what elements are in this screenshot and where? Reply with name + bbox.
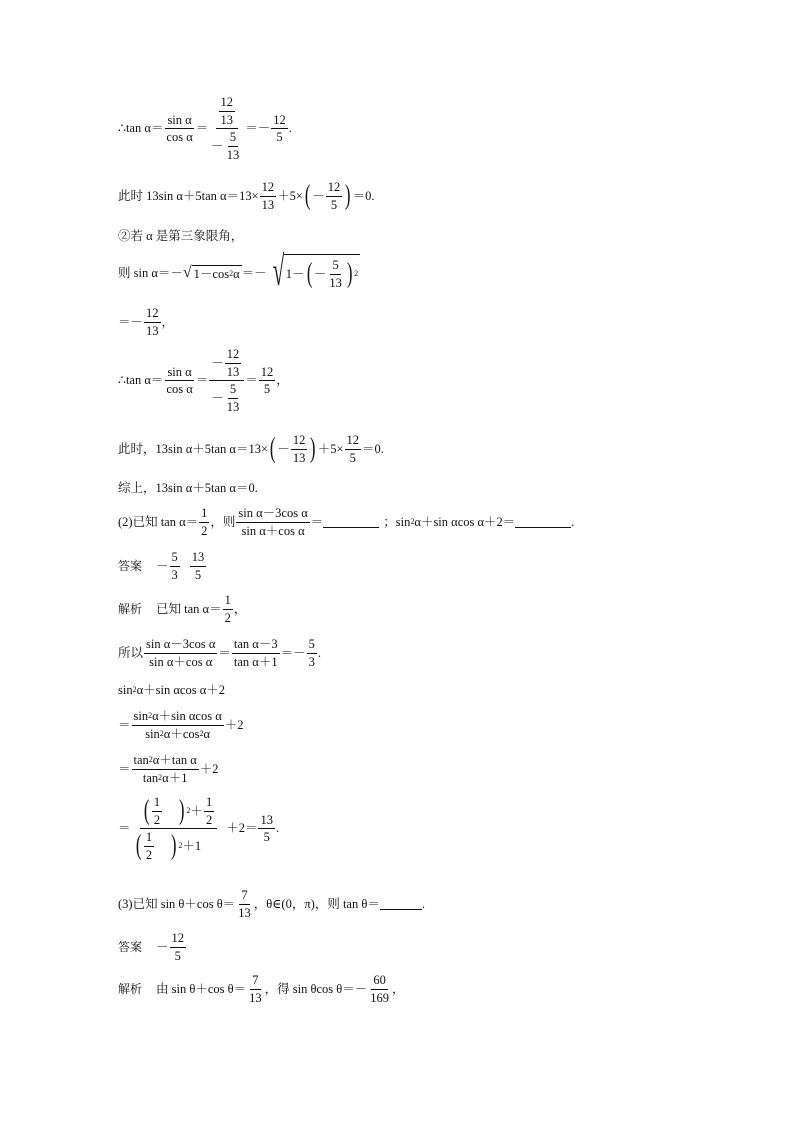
math-text: 2 bbox=[158, 772, 163, 782]
parenthesis: ) bbox=[345, 180, 351, 211]
math-text: ＝ bbox=[310, 514, 324, 529]
fraction bbox=[326, 181, 343, 211]
math-text: ＝ bbox=[118, 821, 131, 836]
fraction bbox=[170, 551, 180, 581]
math-text: tan bbox=[133, 753, 149, 767]
math-text: (3)已知 sin θ＋cos θ＝ bbox=[118, 896, 236, 911]
fraction bbox=[247, 974, 264, 1004]
fraction bbox=[368, 974, 391, 1004]
math-text: 13 bbox=[329, 275, 342, 290]
parenthesis: ) bbox=[310, 433, 316, 464]
fraction bbox=[236, 507, 309, 537]
math-text: 2 bbox=[205, 812, 213, 827]
math-text: cos α bbox=[166, 382, 193, 396]
math-text: ＝－ bbox=[280, 645, 306, 660]
eq-expression bbox=[118, 684, 225, 697]
math-text: 2 bbox=[186, 806, 191, 815]
math-text: 13 bbox=[292, 450, 306, 465]
fraction bbox=[327, 259, 344, 289]
math-text: (2)已知 tan α＝ bbox=[118, 514, 199, 529]
answer-3 bbox=[118, 932, 187, 962]
fraction bbox=[225, 383, 242, 413]
parenthesis: ( bbox=[135, 830, 141, 861]
math-text: 13 bbox=[220, 112, 234, 127]
parenthesis: ( bbox=[304, 180, 311, 211]
math-text: 12 bbox=[144, 307, 161, 323]
math-text: . bbox=[275, 821, 280, 836]
math-text: － bbox=[277, 441, 290, 456]
math-text: α＋sin αcos α＋2 bbox=[136, 683, 225, 697]
math-text: 13 bbox=[238, 905, 251, 920]
math-text: 5 bbox=[228, 383, 238, 399]
fraction bbox=[345, 434, 362, 464]
answer-blank[interactable] bbox=[380, 899, 422, 910]
fraction bbox=[209, 348, 244, 413]
math-text: － bbox=[211, 138, 224, 153]
math-text: ， bbox=[233, 601, 247, 616]
math-text: sin bbox=[118, 683, 133, 697]
math-text: 1－ bbox=[285, 267, 305, 282]
math-text: sin α＋cos α bbox=[149, 654, 213, 669]
math-text: 综上，13sin α＋5tan α＝0. bbox=[118, 481, 258, 495]
analysis-label: 解析 bbox=[118, 602, 143, 616]
math-text: ＋2＝ bbox=[226, 821, 258, 836]
math-text: . bbox=[288, 121, 292, 136]
math-text: 2 bbox=[132, 685, 137, 695]
math-text: ＝ bbox=[245, 373, 258, 388]
math-text: 12 bbox=[259, 366, 276, 382]
math-text: 所以 bbox=[118, 645, 144, 660]
compound-fraction bbox=[209, 96, 244, 161]
math-text: 12 bbox=[225, 348, 242, 364]
math-text: 12 bbox=[291, 434, 308, 450]
parenthesis: ) bbox=[346, 258, 353, 290]
fraction bbox=[144, 638, 217, 668]
math-text: 2 bbox=[148, 755, 153, 765]
answer-blank[interactable] bbox=[515, 517, 571, 528]
fraction bbox=[144, 831, 154, 861]
math-text: 5 bbox=[194, 567, 202, 582]
math-text: 此时 13sin α＋5tan α＝13× bbox=[118, 188, 259, 203]
sqrt: √ 1－ ( － $\frac{5}{13}$ ) 2 bbox=[272, 249, 359, 295]
math-text: 2 bbox=[159, 728, 164, 738]
fraction bbox=[225, 348, 242, 378]
fraction bbox=[204, 796, 214, 826]
math-text: 13 bbox=[226, 364, 240, 379]
math-text: 5 bbox=[349, 450, 356, 465]
answer-blank[interactable] bbox=[323, 517, 379, 528]
math-text: tan bbox=[142, 770, 159, 785]
math-text: 1 bbox=[223, 594, 233, 610]
math-text: ＋1 bbox=[182, 838, 202, 853]
math-text: tan α－3 bbox=[232, 638, 280, 654]
answer-2 bbox=[118, 551, 207, 581]
math-text: 13 bbox=[249, 990, 262, 1005]
summary bbox=[118, 482, 258, 495]
math-text: 13 bbox=[146, 323, 159, 338]
math-text: 1 bbox=[204, 796, 214, 812]
question-3 bbox=[118, 889, 425, 919]
math-text: 5 bbox=[307, 638, 317, 654]
math-text: . bbox=[571, 514, 575, 529]
analysis-2-given bbox=[118, 594, 246, 624]
math-text: 7 bbox=[250, 974, 260, 990]
math-text: 2 bbox=[148, 711, 153, 721]
parenthesis: ( bbox=[269, 433, 276, 464]
math-text: ＝ bbox=[195, 121, 209, 136]
math-text: 12 bbox=[345, 434, 362, 450]
math-text: ＝－ bbox=[245, 121, 271, 136]
math-text: 12 bbox=[271, 114, 288, 130]
math-text: ＝ bbox=[118, 717, 131, 732]
math-text: 13 bbox=[190, 551, 207, 567]
sqrt: √ 1－cos 2 α bbox=[182, 263, 240, 282]
parenthesis: ) bbox=[178, 795, 185, 826]
math-text: 由 sin θ＋cos θ＝ bbox=[156, 981, 247, 996]
math-text: sin bbox=[145, 726, 160, 741]
math-text: － bbox=[211, 355, 224, 370]
math-text: α＋cos bbox=[163, 726, 200, 741]
math-text: 13 bbox=[226, 399, 240, 414]
math-text: ＋5× bbox=[317, 441, 344, 456]
math-text: ＋5× bbox=[277, 188, 303, 203]
math-text: ， bbox=[391, 981, 405, 996]
eq-check-quadrant3 bbox=[118, 434, 384, 464]
math-text: 12 bbox=[170, 932, 187, 948]
math-text: ＝－ bbox=[118, 314, 144, 329]
math-text: 5 bbox=[228, 131, 238, 147]
fraction bbox=[190, 551, 207, 581]
math-text: 12 bbox=[260, 181, 277, 197]
fraction bbox=[223, 594, 233, 624]
math-text: sin bbox=[133, 709, 149, 723]
math-text: 1 bbox=[152, 796, 162, 812]
fraction bbox=[164, 366, 194, 396]
eq-ratio bbox=[118, 638, 321, 668]
math-text: － bbox=[313, 267, 327, 282]
fraction bbox=[259, 366, 276, 396]
math-text: 12 bbox=[219, 96, 236, 112]
math-text: － bbox=[211, 390, 224, 405]
math-text: 13 bbox=[258, 814, 275, 830]
math-text: 5 bbox=[276, 130, 283, 144]
math-text: 5 bbox=[330, 259, 340, 275]
fraction bbox=[236, 889, 253, 919]
math-text: － bbox=[156, 558, 169, 573]
fraction bbox=[219, 96, 236, 126]
math-text: 5 bbox=[263, 382, 271, 396]
answer-label: 答案 bbox=[118, 559, 143, 573]
math-text: 7 bbox=[239, 889, 249, 905]
case-quadrant3 bbox=[118, 230, 243, 243]
math-text: ②若 α 是第三象限角， bbox=[118, 229, 244, 243]
math-text: ＋2 bbox=[224, 717, 244, 732]
eq-sin-alpha-quadrant3 bbox=[118, 249, 360, 295]
math-text: 12 bbox=[326, 181, 343, 197]
math-text: α bbox=[233, 267, 240, 282]
eq-step-1 bbox=[118, 710, 244, 740]
math-text: ＝ bbox=[195, 373, 209, 388]
math-text: 1 bbox=[199, 507, 209, 523]
math-text: ＝ bbox=[218, 645, 231, 660]
math-text: α bbox=[203, 726, 211, 741]
answer-label: 答案 bbox=[118, 940, 143, 954]
fraction bbox=[152, 796, 162, 826]
fraction bbox=[291, 434, 308, 464]
math-text: ＝ bbox=[118, 761, 131, 776]
eq-check-quadrant2 bbox=[118, 181, 375, 211]
math-text: 1－cos bbox=[193, 267, 230, 282]
math-text: ＋2 bbox=[199, 761, 219, 776]
fraction bbox=[271, 114, 288, 144]
fraction bbox=[225, 131, 242, 161]
math-text: ，θ∈(0，π)，则 tan θ＝ bbox=[253, 896, 380, 911]
math-text: sin α＋cos α bbox=[241, 523, 305, 538]
math-text: － bbox=[312, 188, 325, 203]
math-text: 13 bbox=[261, 197, 275, 212]
math-text: 2 bbox=[145, 847, 153, 862]
math-text: 5 bbox=[174, 948, 181, 963]
math-text: ， bbox=[161, 314, 175, 329]
math-text: ＝0. bbox=[352, 188, 375, 203]
math-text: 2 bbox=[201, 523, 208, 538]
math-text: . bbox=[317, 645, 321, 660]
math-text: 2 bbox=[354, 269, 359, 279]
math-text: 2 bbox=[229, 269, 234, 279]
math-text: ，则 bbox=[210, 514, 236, 529]
eq-tan-alpha-quadrant2 bbox=[118, 96, 292, 161]
parenthesis: ( bbox=[306, 258, 312, 290]
math-text: α＋1 bbox=[162, 770, 188, 785]
fraction bbox=[132, 754, 199, 784]
math-text: － bbox=[156, 939, 169, 954]
math-text: tan α＋1 bbox=[233, 654, 278, 669]
analysis-3 bbox=[118, 974, 405, 1004]
fraction bbox=[132, 710, 224, 740]
math-text: 2 bbox=[199, 728, 204, 738]
fraction bbox=[199, 507, 209, 537]
fraction bbox=[260, 181, 277, 211]
math-text: 3 bbox=[308, 654, 315, 669]
math-text: sin α bbox=[165, 114, 193, 130]
math-text: 2 bbox=[410, 517, 415, 526]
math-text: ＝－ bbox=[241, 265, 267, 280]
math-text: . bbox=[421, 896, 425, 911]
math-text: ；sin bbox=[383, 514, 411, 529]
math-text: 1 bbox=[144, 831, 154, 847]
math-text: 3 bbox=[171, 567, 178, 582]
eq-step-3 bbox=[118, 796, 279, 861]
math-text: 2 bbox=[153, 812, 161, 827]
math-text: 5 bbox=[263, 830, 270, 844]
question-2 bbox=[118, 507, 574, 537]
math-text: 此时，13sin α＋5tan α＝13× bbox=[118, 441, 269, 456]
fraction bbox=[258, 814, 275, 844]
math-text: α＋sin αcos α＋2＝ bbox=[414, 514, 516, 529]
math-text: sin α－3cos α bbox=[236, 507, 309, 523]
eq-sin-alpha-result bbox=[118, 307, 174, 337]
eq-step-2 bbox=[118, 754, 219, 784]
math-text: α＋tan α bbox=[152, 753, 197, 767]
parenthesis: ) bbox=[170, 830, 177, 861]
fraction bbox=[232, 638, 280, 668]
math-text: sin α bbox=[165, 366, 193, 382]
math-text: sin α－3cos α bbox=[144, 638, 217, 654]
fraction bbox=[307, 638, 317, 668]
fraction bbox=[170, 932, 187, 962]
analysis-label: 解析 bbox=[118, 982, 143, 996]
math-text: 60 bbox=[371, 974, 388, 990]
math-text: 则 sin α＝－ bbox=[118, 265, 183, 280]
math-text: cos α bbox=[166, 130, 193, 144]
math-text: ， bbox=[276, 373, 289, 388]
eq-tan-alpha-quadrant3 bbox=[118, 348, 289, 413]
math-text: ，得 sin θcos θ＝－ bbox=[264, 981, 368, 996]
math-text: 5 bbox=[330, 197, 338, 212]
fraction bbox=[144, 307, 161, 337]
parenthesis: ( bbox=[143, 795, 149, 826]
fraction bbox=[132, 796, 226, 861]
math-text: 13 bbox=[226, 147, 240, 162]
fraction bbox=[164, 114, 194, 144]
math-text: α＋sin αcos α bbox=[152, 709, 222, 723]
math-text: 2 bbox=[224, 610, 231, 625]
math-text: 2 bbox=[178, 841, 183, 850]
math-text: ∴tan α＝ bbox=[118, 373, 164, 388]
math-text: 169 bbox=[370, 990, 389, 1005]
math-text: ＝0. bbox=[362, 441, 384, 456]
text: ∴tan α＝ bbox=[118, 121, 164, 136]
math-text: 5 bbox=[170, 551, 180, 567]
math-text: 已知 tan α＝ bbox=[156, 601, 222, 616]
math-text: ＋ bbox=[190, 803, 203, 818]
